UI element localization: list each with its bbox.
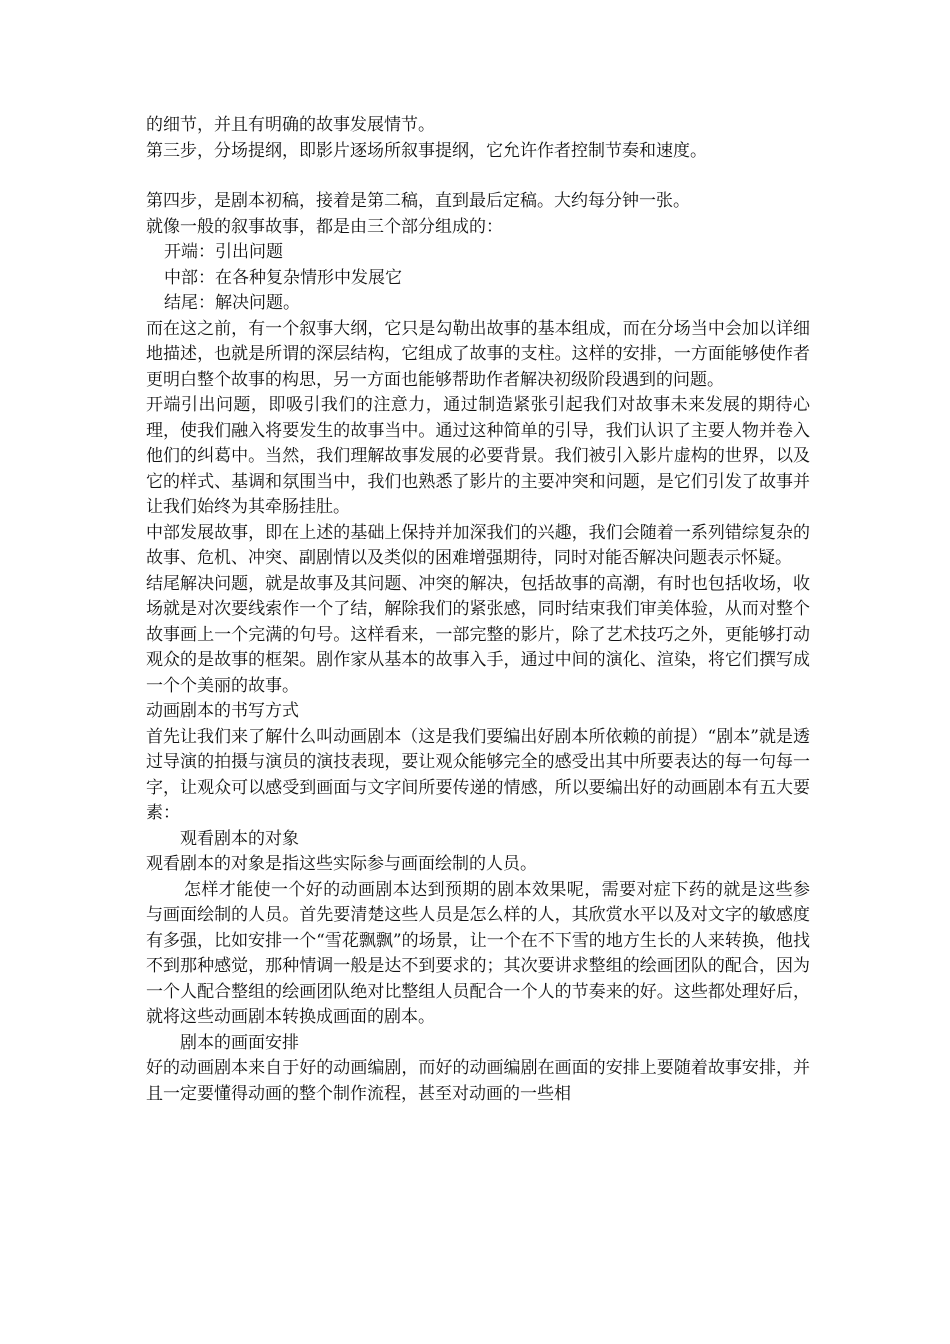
list-item-ending: 结尾：解决问题。: [164, 293, 300, 313]
paragraph: 中部发展故事，即在上述的基础上保持并加深我们的兴趣，我们会随着一系列错综复杂的故事、危机、冲突、副剧情以及类似的困难增强期待，同时对能否解决问题表示怀疑。: [146, 522, 810, 568]
section-heading: 动画剧本的书写方式: [146, 701, 299, 721]
list-item-middle: 中部：在各种复杂情形中发展它: [164, 267, 402, 288]
paragraph: 的细节，并且有明确的故事发展情节。: [146, 115, 435, 135]
paragraph: 结尾解决问题，就是故事及其问题、冲突的解决，包括故事的高潮，有时也包括收场，收场就是对次要线索作一个了结，解除我们的紧张感，同时结束我们审美体验，从而对整个故事画上一个完满的句号。这样看来，一部完整的影片，除了艺术技巧之外，更能够打动观众的是故事的框架。剧作家从基本的故事入手，通过中间的演化、渲染，将它们撰写成一个个美丽的故事。: [146, 573, 810, 696]
paragraph: 开端引出问题，即吸引我们的注意力，通过制造紧张引起我们对故事未来发展的期待心理，使我们融入将要发生的故事当中。通过这种简单的引导，我们认识了主要人物并卷入他们的纠葛中。当然，我们理解故事发展的必要背景。我们被引入影片虚构的世界，以及它的样式、基调和氛围当中，我们也熟悉了影片的主要冲突和问题，是它们引发了故事并让我们始终为其牵肠挂肚。: [146, 395, 810, 517]
paragraph: 第四步，是剧本初稿，接着是第二稿，直到最后定稿。大约每分钟一张。: [146, 191, 690, 211]
subheading: 剧本的画面安排: [180, 1032, 299, 1053]
subheading: 观看剧本的对象: [180, 828, 299, 849]
paragraph: 第三步，分场提纲，即影片逐场所叙事提纲，它允许作者控制节奏和速度。: [146, 140, 707, 161]
document-body: [146, 113, 810, 1107]
list-item-beginning: 开端：引出问题: [164, 242, 283, 262]
paragraph: 首先让我们来了解什么叫动画剧本（这是我们要编出好剧本所依赖的前提）“剧本”就是透过导演的拍摄与演员的演技表现，要让观众能够完全的感受出其中所要表达的每一句每一字，让观众可以感受到画面与文字间所要传递的情感，所以要编出好的动画剧本有五大要素：: [146, 726, 810, 823]
paragraph: 而在这之前，有一个叙事大纲，它只是勾勒出故事的基本组成，而在分场当中会加以详细地描述，也就是所谓的深层结构，它组成了故事的支柱。这样的安排，一方面能够使作者更明白整个故事的构思，另一方面也能够帮助作者解决初级阶段遇到的问题。: [146, 318, 810, 390]
paragraph: 好的动画剧本来自于好的动画编剧，而好的动画编剧在画面的安排上要随着故事安排，并且一定要懂得动画的整个制作流程，甚至对动画的一些相: [146, 1058, 810, 1104]
paragraph: 怎样才能使一个好的动画剧本达到预期的剧本效果呢，需要对症下药的就是这些参与画面绘制的人员。首先要清楚这些人员是怎么样的人，其欣赏水平以及对文字的敏感度有多强，比如安排一个“雪花飘飘”的场景，让一个在不下雪的地方生长的人来转换，他找不到那种感觉，那种情调一般是达不到要求的；其次要讲求整组的绘画团队的配合，因为一个人配合整组的绘画团队绝对比整组人员配合一个人的节奏来的好。这些都处理好后，就将这些动画剧本转换成画面的剧本。: [146, 879, 810, 1027]
blank-line: [146, 164, 810, 189]
paragraph: 就像一般的叙事故事，都是由三个部分组成的：: [146, 216, 503, 237]
paragraph: 观看剧本的对象是指这些实际参与画面绘制的人员。: [146, 854, 537, 874]
